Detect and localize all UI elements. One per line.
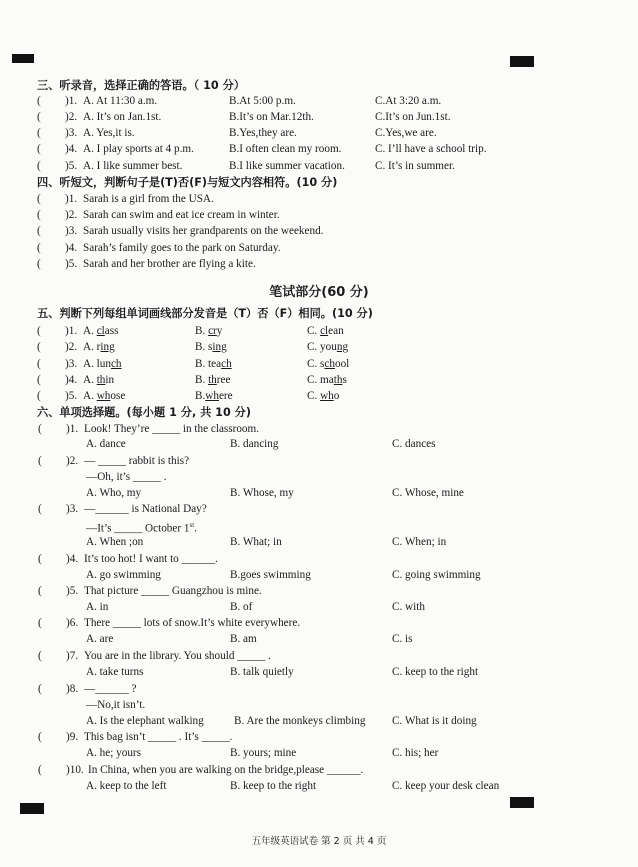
registration-mark-bottom-right (510, 797, 534, 808)
s4-q3: ( )3. Sarah usually visits her grandparents on the weekend. (37, 225, 324, 237)
s6-q3-stem-2: —It’s _____ October 1st. (86, 521, 197, 535)
s3-q1: ( )1. A. At 11:30 a.m. B.At 5:00 p.m. C.At 3:20 a.m. (37, 95, 442, 107)
s3-q2: ( )2. A. It’s on Jan.1st. B.It’s on Mar.12th. C.It’s on Jun.1st. (37, 111, 451, 123)
s6-q5-stem: ( )5. That picture _____ Guangzhou is mine. (38, 585, 262, 597)
s5-q2: ( )2. A. ring B. sing C. young (37, 341, 349, 353)
s6-q1-stem: ( )1. Look! They’re _____ in the classroom. (38, 423, 260, 435)
s4-q1: ( )1. Sarah is a girl from the USA. (37, 193, 214, 205)
section5-heading: 五、判断下列每组单词画线部分发音是（T）否（F）相同。(10 分) (37, 307, 373, 320)
s5-q5: ( )5. A. whose B.where C. who (37, 390, 340, 402)
s4-q2: ( )2. Sarah can swim and eat ice cream in winter. (37, 209, 280, 221)
section4-heading: 四、听短文，判断句子是(T)否(F)与短文内容相符。(10 分) (37, 176, 338, 189)
s6-q3-stem: ( )3. —______ is National Day? (38, 503, 207, 515)
s3-q3: ( )3. A. Yes,it is. B.Yes,they are. C.Yes,we are. (37, 127, 437, 139)
s6-q7-stem: ( )7. You are in the library. You should _____ . (38, 650, 271, 662)
s3-q5: ( )5. A. I like summer best. B.I like summer vacation. C. It’s in summer. (37, 160, 455, 172)
s4-q4: ( )4. Sarah’s family goes to the park on Saturday. (37, 242, 281, 254)
page-footer: 五年级英语试卷 第 2 页 共 4 页 (251, 836, 387, 847)
registration-mark-bottom-left (20, 803, 44, 814)
s5-q4: ( )4. A. thin B. three C. maths (37, 374, 347, 386)
s6-q6-stem: ( )6. There _____ lots of snow.It’s white everywhere. (38, 617, 301, 629)
s6-q4-stem: ( )4. It’s too hot! I want to ______. (38, 553, 218, 565)
s6-q8-stem: ( )8. —______ ? (38, 683, 137, 695)
s6-q10-stem: ( )10. In China, when you are walking on the bridge,please ______. (38, 764, 364, 776)
written-part-title: 笔试部分(60 分) (269, 285, 369, 300)
section6-heading: 六、单项选择题。(每小题 1 分, 共 10 分) (37, 406, 251, 419)
s6-q2-stem: ( )2. — _____ rabbit is this? (38, 455, 190, 467)
s4-q5: ( )5. Sarah and her brother are flying a kite. (37, 258, 256, 270)
s6-q2-stem-2: —Oh, it’s _____ . (86, 471, 167, 483)
registration-mark-top-right (510, 56, 534, 67)
s5-q1: ( )1. A. class B. cry C. clean (37, 325, 344, 337)
s6-q9-stem: ( )9. This bag isn’t _____ . It’s _____. (38, 731, 233, 743)
registration-mark-top-left (12, 54, 34, 63)
s3-q4: ( )4. A. I play sports at 4 p.m. B.I often clean my room. C. I’ll have a school trip. (37, 143, 487, 155)
section3-heading: 三、听录音，选择正确的答语。（ 10 分） (37, 79, 245, 92)
s5-q3: ( )3. A. lunch B. teach C. school (37, 358, 350, 370)
s6-q8-stem-2: —No,it isn’t. (86, 699, 146, 711)
